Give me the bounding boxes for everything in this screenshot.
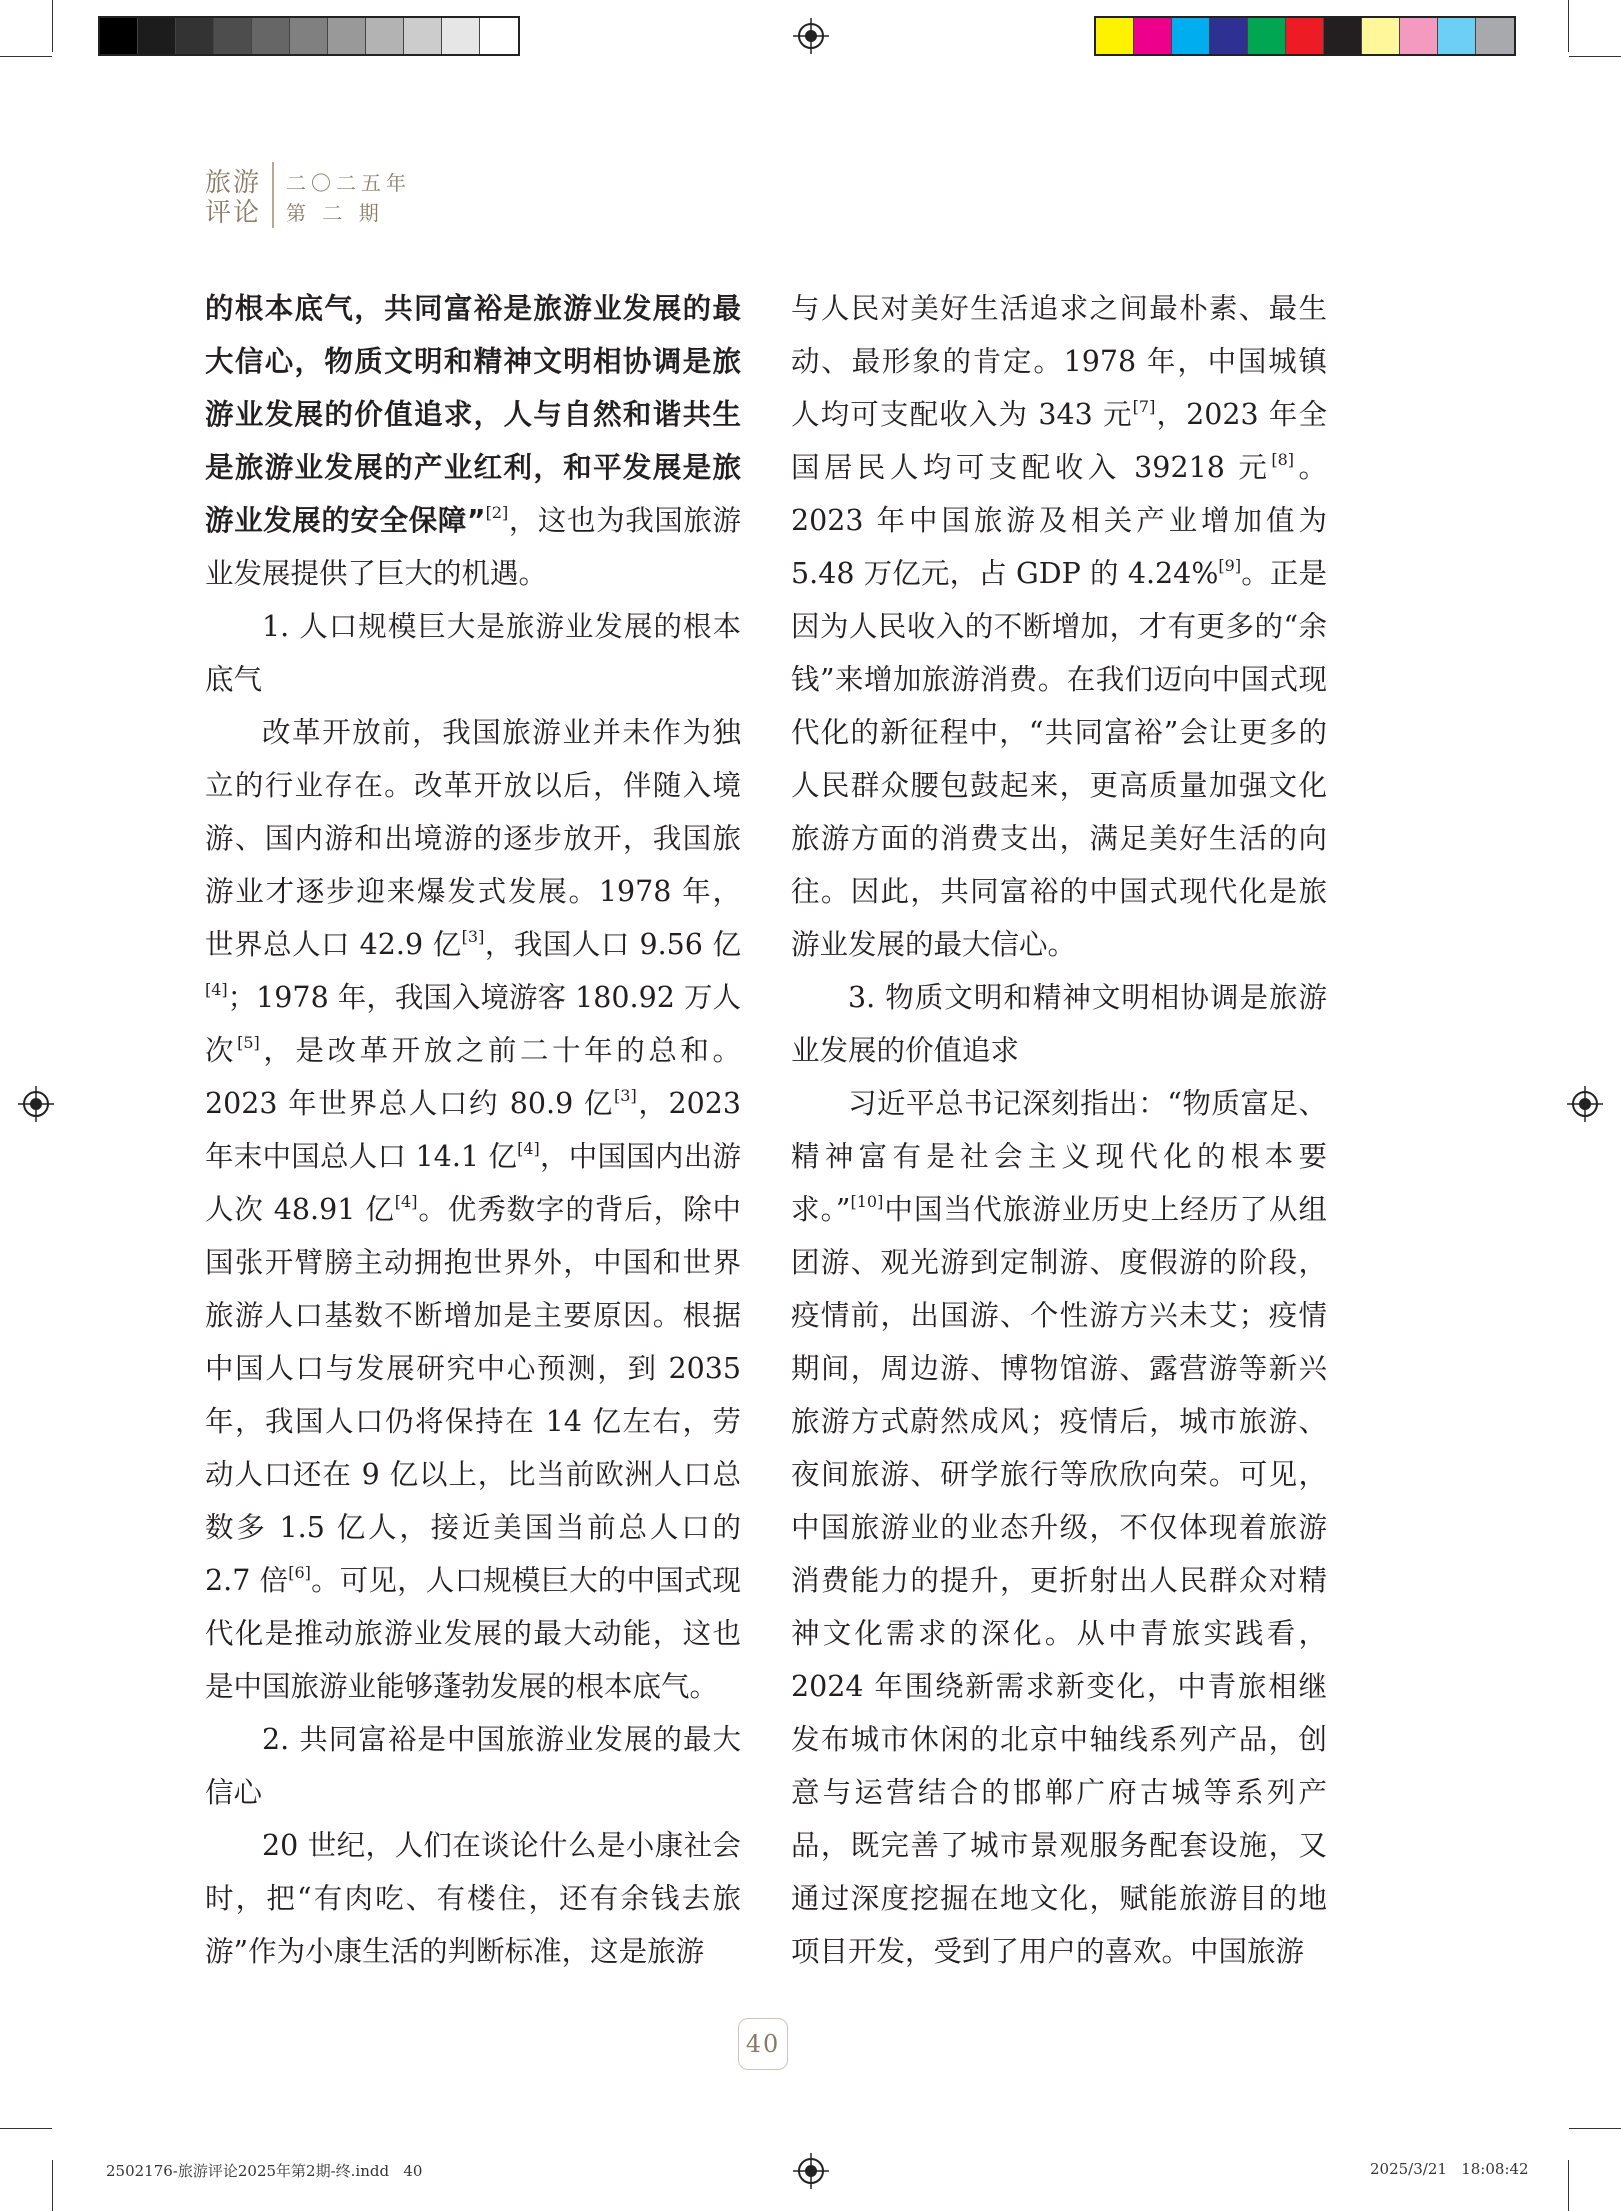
right-column (791, 282, 1327, 1978)
color-swatch (138, 18, 176, 54)
citation: [7] (1132, 397, 1156, 416)
left-column (205, 282, 741, 1978)
slug-filename: 2502176-旅游评论2025年第2期-终.indd 40 (106, 2162, 423, 2180)
crop-mark (0, 2128, 52, 2129)
crop-mark (0, 56, 52, 57)
registration-mark-icon (793, 18, 829, 54)
registration-mark-icon (793, 2153, 829, 2189)
color-swatch (1400, 18, 1438, 54)
text-run: 习近平总书记深刻指出：“物质富足、精神富有是社会主义现代化的根本要求。” (791, 1087, 1327, 1226)
citation: [8] (1271, 450, 1295, 469)
color-swatch (1248, 18, 1286, 54)
header-divider (272, 162, 274, 228)
text-run: 。可见，人口规模巨大的中国式现代化是推动旅游业发展的最大动能，这也是中国旅游业能够蓬勃发展的根本底气。 (205, 1564, 741, 1703)
color-swatch (404, 18, 442, 54)
text-run: 改革开放前，我国旅游业并未作为独立的行业存在。改革开放以后，伴随入境游、国内游和出境游的逐步放开，我国旅游业才逐步迎来爆发式发展。1978 年，世界总人口 42.9 亿 (205, 716, 741, 961)
color-swatch (1362, 18, 1400, 54)
text-run: 。优秀数字的背后，除中国张开臂膀主动拥抱世界外，中国和世界旅游人口基数不断增加是主要原因。根据中国人口与发展研究中心预测，到 2035 年，我国人口仍将保持在 14 亿左右，劳动人口还在 9 亿以上，比当前欧洲人口总数多 1.5 亿人，接近美国当前总人口的 2.7 倍 (205, 1193, 741, 1597)
logo-line: 旅游 (205, 168, 262, 198)
paragraph (205, 282, 741, 600)
paragraph (205, 706, 741, 1713)
color-swatch (1476, 18, 1514, 54)
text-run: 中国当代旅游业历史上经历了从组团游、观光游到定制游、度假游的阶段，疫情前，出国游、个性游方兴未艾；疫情期间，周边游、博物馆游、露营游等新兴旅游方式蔚然成风；疫情后，城市旅游、夜间旅游、研学旅行等欣欣向荣。可见，中国旅游业的业态升级，不仅体现着旅游消费能力的提升，更折射出人民群众对精神文化需求的深化。从中青旅实践看，2024 年围绕新需求新变化，中青旅相继发布城市休闲的北京中轴线系列产品，创意与运营结合的邯郸广府古城等系列产品，既完善了城市景观服务配套设施，又通过深度挖掘在地文化，赋能旅游目的地项目开发，受到了用户的喜欢。中国旅游 (791, 1193, 1327, 1968)
citation: [6] (288, 1563, 311, 1582)
issue-year: 二〇二五年 (286, 171, 411, 195)
text-run: ，2023 年末中国总人口 14.1 亿 (205, 1087, 741, 1173)
citation: [5] (237, 1033, 260, 1052)
paragraph: 20 世纪，人们在谈论什么是小康社会时，把“有肉吃、有楼住，还有余钱去旅游”作为小康生活的判断标准，这是旅游 (205, 1829, 741, 1968)
color-swatch (1210, 18, 1248, 54)
registration-mark-icon (1567, 1086, 1603, 1122)
color-swatch (366, 18, 404, 54)
logo-line: 评论 (205, 198, 262, 228)
color-swatch (442, 18, 480, 54)
citation: [4] (205, 980, 228, 999)
color-swatch (290, 18, 328, 54)
issue-info (286, 168, 411, 228)
citation: [3] (461, 927, 485, 946)
color-swatch (328, 18, 366, 54)
color-swatch (1134, 18, 1172, 54)
citation: [3] (614, 1086, 637, 1105)
text-run: 。正是因为人民收入的不断增加，才有更多的“余钱”来增加旅游消费。在我们迈向中国式现代化的新征程中，“共同富裕”会让更多的人民群众腰包鼓起来，更高质量加强文化旅游方面的消费支出，满足美好生活的向往。因此，共同富裕的中国式现代化是旅游业发展的最大信心。 (791, 557, 1327, 961)
section-heading: 1. 人口规模巨大是旅游业发展的根本底气 (205, 610, 741, 696)
text-run: ；1978 年，我国入境游客 180.92 万人次 (205, 981, 741, 1067)
section-heading: 2. 共同富裕是中国旅游业发展的最大信心 (205, 1723, 741, 1809)
crop-mark (1569, 2128, 1621, 2129)
color-swatch (480, 18, 518, 54)
color-swatch (1324, 18, 1362, 54)
section-heading: 3. 物质文明和精神文明相协调是旅游业发展的价值追求 (791, 981, 1327, 1067)
bold-text: 的根本底气，共同富裕是旅游业发展的最大信心，物质文明和精神文明相协调是旅游业发展的价值追求，人与自然和谐共生是旅游业发展的产业红利，和平发展是旅游业发展的安全保障” (205, 292, 741, 537)
crop-mark (52, 0, 53, 52)
paragraph (791, 1077, 1327, 1978)
citation: [4] (394, 1192, 418, 1211)
color-swatch (176, 18, 214, 54)
text-run: 。2023 年中国旅游及相关产业增加值为 5.48 万亿元，占 GDP 的 4.24% (791, 451, 1327, 590)
text-run: ，中国国内出游人次 48.91 亿 (205, 1140, 741, 1226)
crop-mark (1569, 56, 1621, 57)
page-number: 40 (738, 2018, 788, 2070)
cmyk-color-bar (1094, 16, 1516, 56)
text-run: ，我国人口 9.56 亿 (484, 928, 742, 961)
color-swatch (252, 18, 290, 54)
text-run: ，2023 年全国居民人均可支配收入 39218 元 (791, 398, 1327, 484)
color-swatch (1096, 18, 1134, 54)
text-run: 与人民对美好生活追求之间最朴素、最生动、最形象的肯定。1978 年，中国城镇人均可支配收入为 343 元 (791, 292, 1327, 431)
crop-mark (1568, 0, 1569, 52)
color-swatch (1172, 18, 1210, 54)
slug-datetime: 2025/3/21 18:08:42 (1370, 2160, 1529, 2178)
citation: [9] (1218, 556, 1242, 575)
issue-number: 第 二 期 (286, 201, 384, 225)
citation: [2] (485, 503, 509, 522)
journal-logo (205, 168, 267, 228)
crop-mark (52, 2160, 53, 2211)
color-swatch (1286, 18, 1324, 54)
registration-mark-icon (18, 1086, 54, 1122)
color-swatch (100, 18, 138, 54)
citation: [4] (517, 1139, 540, 1158)
text-run: ，是改革开放之前二十年的总和。2023 年世界总人口约 80.9 亿 (205, 1034, 741, 1120)
crop-mark (1568, 2160, 1569, 2211)
color-swatch (214, 18, 252, 54)
text-run: ，这也为我国旅游业发展提供了巨大的机遇。 (205, 504, 741, 590)
grayscale-color-bar (98, 16, 520, 56)
color-swatch (1438, 18, 1476, 54)
citation: [10] (850, 1192, 884, 1211)
paragraph (791, 282, 1327, 971)
